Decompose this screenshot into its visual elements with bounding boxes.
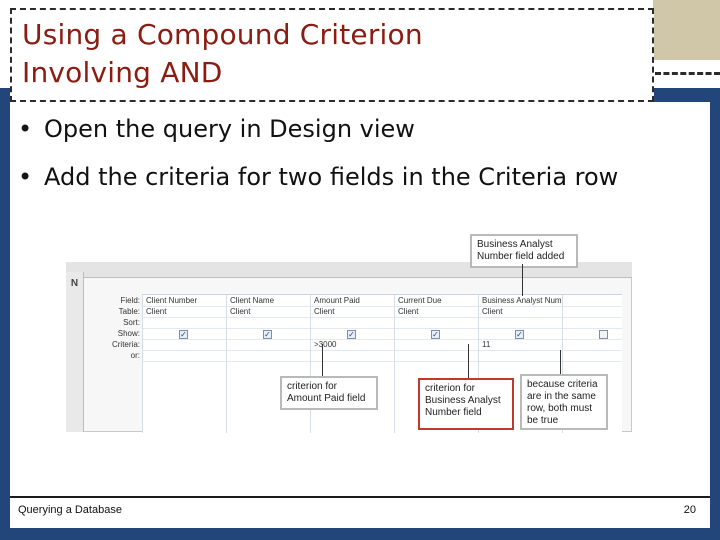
row-label-or: or: xyxy=(130,351,140,360)
grid-column-client-name[interactable] xyxy=(226,295,310,433)
table-cell[interactable]: Client xyxy=(146,307,167,316)
design-grid-row-labels xyxy=(86,296,140,366)
left-border-bar xyxy=(0,88,10,540)
callout-same-row: because criteria are in the same row, both must be true xyxy=(520,374,608,430)
grid-column-client-number[interactable] xyxy=(142,295,226,433)
bullet-item xyxy=(18,115,415,143)
field-cell[interactable]: Client Number xyxy=(146,296,198,305)
row-label-table: Table: xyxy=(118,307,140,316)
navigation-pane-tab[interactable]: N xyxy=(66,272,84,432)
slide-title-line-1: Using a Compound Criterion xyxy=(22,18,423,51)
bullet-dot-icon: • xyxy=(18,115,33,143)
table-cell[interactable]: Client xyxy=(230,307,251,316)
field-cell[interactable]: Client Name xyxy=(230,296,275,305)
row-label-field: Field: xyxy=(120,296,140,305)
bullet-dot-icon: • xyxy=(18,163,33,191)
right-border-bar xyxy=(710,88,720,540)
criteria-cell[interactable]: >3000 xyxy=(314,340,337,349)
amount-criteria-marker xyxy=(280,336,290,348)
callout-arrow xyxy=(522,264,523,296)
callout-ba-criterion: criterion for Business Analyst Number field xyxy=(418,378,514,430)
table-cell[interactable]: Client xyxy=(398,307,419,316)
callout-arrow xyxy=(468,344,469,378)
row-label-sort: Sort: xyxy=(123,318,140,327)
field-cell[interactable]: Current Due xyxy=(398,296,442,305)
callout-amount-criterion: criterion for Amount Paid field xyxy=(280,376,378,410)
decorative-tan-block xyxy=(653,0,720,60)
row-label-criteria: Criteria: xyxy=(111,340,140,349)
callout-ba-field-added: Business Analyst Number field added xyxy=(470,234,578,268)
callout-arrow xyxy=(560,350,561,374)
show-checkbox[interactable]: ✓ xyxy=(432,330,439,339)
criteria-cell[interactable]: 11 xyxy=(482,340,491,349)
page-number: 20 xyxy=(683,504,696,516)
footer-title: Querying a Database xyxy=(18,504,122,516)
table-cell[interactable]: Client xyxy=(482,307,503,316)
show-checkbox[interactable]: ✓ xyxy=(264,330,271,339)
bullet-item xyxy=(18,163,618,191)
show-checkbox[interactable]: ✓ xyxy=(180,330,187,339)
bullet-text: Open the query in Design view xyxy=(44,115,415,143)
show-checkbox[interactable]: ✓ xyxy=(516,330,523,339)
slide-title-line-2: Involving AND xyxy=(22,56,223,89)
callout-arrow xyxy=(322,344,323,376)
row-label-show: Show: xyxy=(117,329,140,338)
footer-divider xyxy=(10,496,710,498)
show-checkbox[interactable]: ✓ xyxy=(348,330,355,339)
field-cell[interactable]: Business Analyst Num xyxy=(482,296,562,305)
show-checkbox-unchecked[interactable] xyxy=(599,330,608,339)
decorative-dashed-line xyxy=(655,72,720,75)
bullet-text: Add the criteria for two fields in the Criteria row xyxy=(44,163,619,191)
table-cell[interactable]: Client xyxy=(314,307,335,316)
slide-title-box xyxy=(10,8,654,102)
field-cell[interactable]: Amount Paid xyxy=(314,296,360,305)
bottom-border-bar xyxy=(0,528,720,540)
